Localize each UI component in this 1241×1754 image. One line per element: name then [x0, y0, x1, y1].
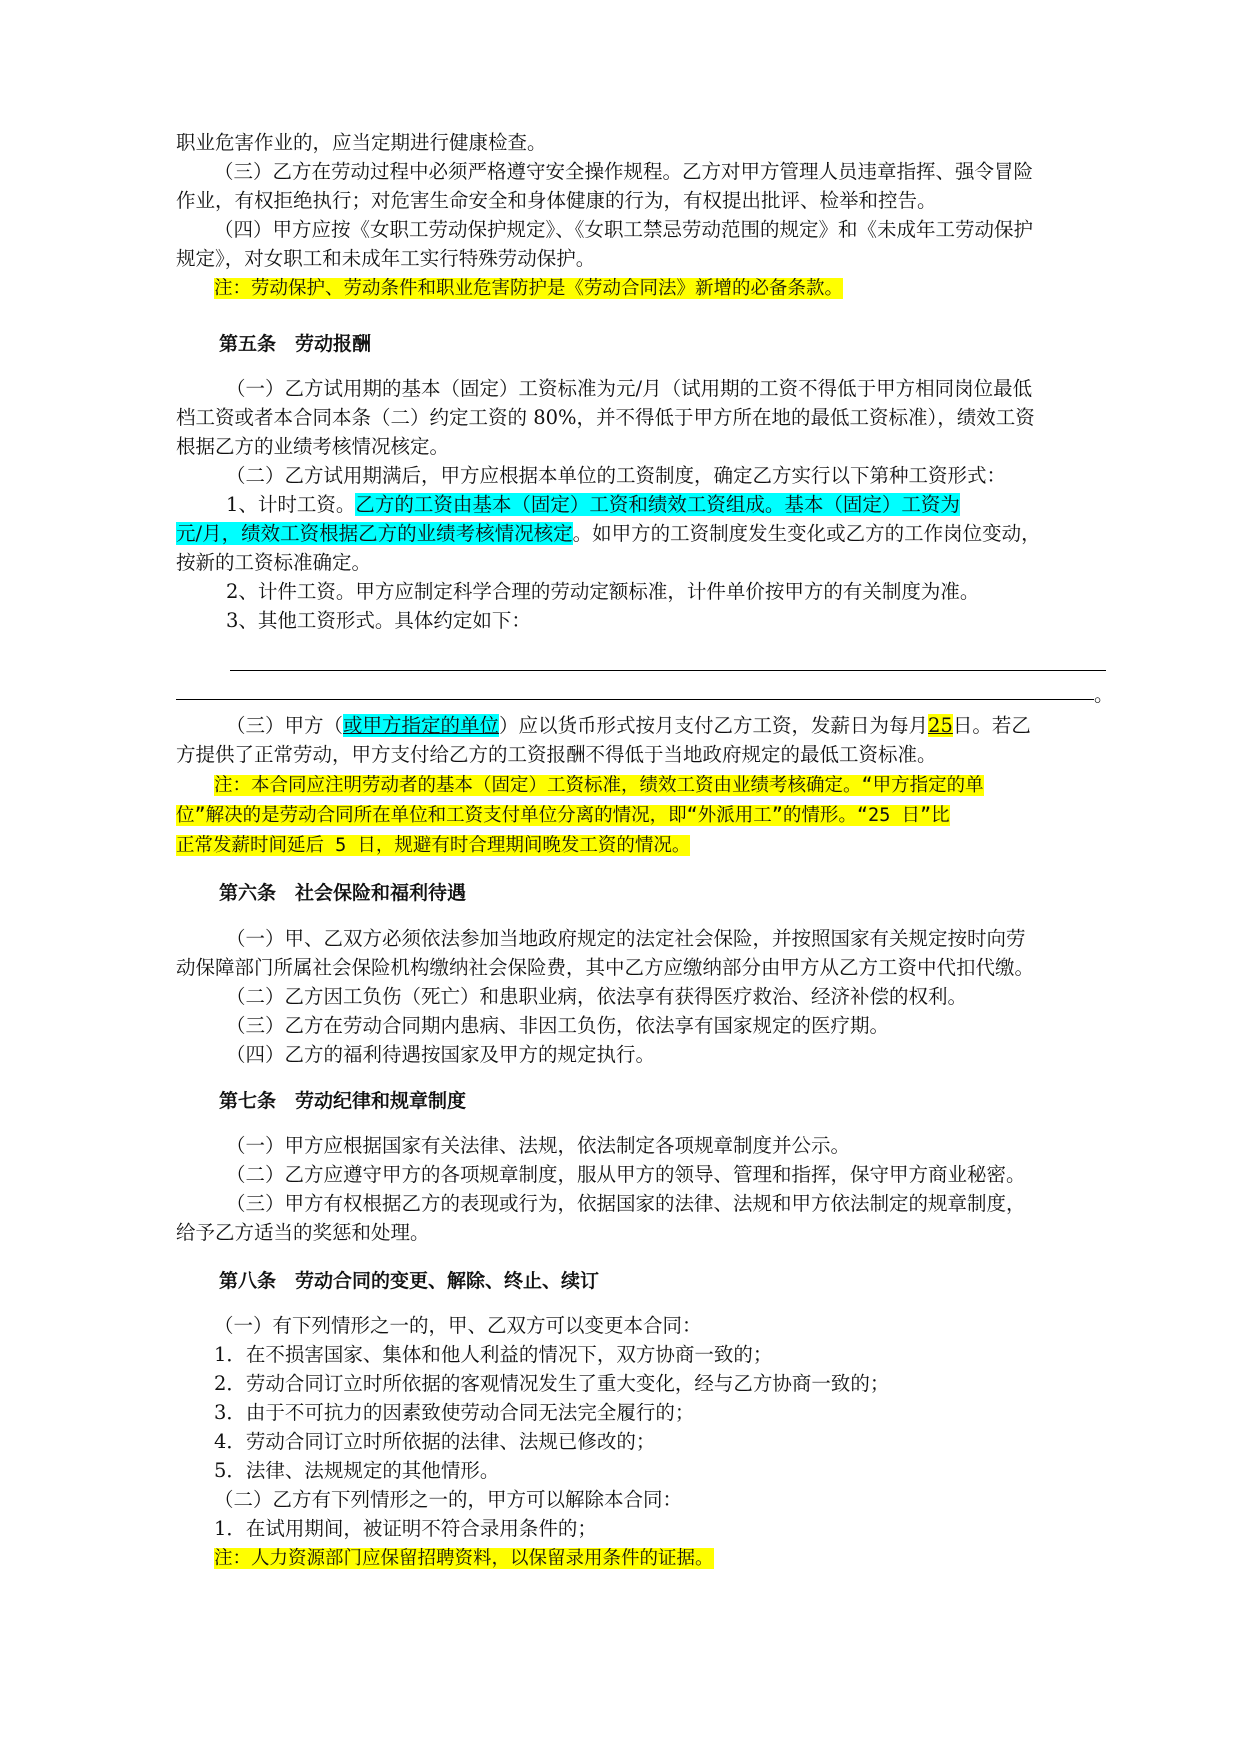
note-line [214, 770, 984, 800]
text-line: 。 [1094, 683, 1114, 706]
cyan-highlight: 或甲方指定的单位 [343, 714, 500, 737]
text-line: （一）有下列情形之一的，甲、乙双方可以变更本合同： [214, 1314, 702, 1337]
text-line: 2、计件工资。甲方应制定科学合理的劳动定额标准，计件单价按甲方的有关制度为准。 [226, 580, 980, 603]
text-line: 职业危害作业的，应当定期进行健康检查。 [176, 131, 547, 154]
note-line [214, 1543, 714, 1573]
text-line: 根据乙方的业绩考核情况核定。 [176, 435, 450, 458]
list-item: 1．在试用期间，被证明不符合录用条件的； [214, 1517, 597, 1540]
text-line: （二）乙方应遵守甲方的各项规章制度，服从甲方的领导、管理和指挥，保守甲方商业秘密。 [226, 1163, 1026, 1186]
text-line: （二）乙方因工负伤（死亡）和患职业病，依法享有获得医疗救治、经济补偿的权利。 [226, 985, 968, 1008]
text-line: 方提供了正常劳动，甲方支付给乙方的工资报酬不得低于当地政府规定的最低工资标准。 [176, 743, 937, 766]
note-line [176, 830, 690, 860]
text-span: 日。若乙 [952, 714, 1031, 737]
text-line: （三）乙方在劳动合同期内患病、非因工负伤，依法享有国家规定的医疗期。 [226, 1014, 890, 1037]
text-span: ）应以货币形式按月支付乙方工资，发薪日为每月 [499, 714, 929, 737]
text-span: 。如甲方的工资制度发生变化或乙方的工作岗位变动， [572, 522, 1041, 545]
cyan-highlight: 元/月，绩效工资根据乙方的业绩考核情况核定 [176, 522, 573, 545]
list-item: 2．劳动合同订立时所依据的客观情况发生了重大变化，经与乙方协商一致的； [214, 1372, 890, 1395]
cyan-highlight: 乙方的工资由基本（固定）工资和绩效工资组成。基本（固定）工资为 [355, 493, 960, 516]
text-line: （三）甲方有权根据乙方的表现或行为，依据国家的法律、法规和甲方依法制定的规章制度， [226, 1192, 1026, 1215]
section-heading: 第五条 劳动报酬 [219, 333, 372, 355]
section-heading: 第六条 社会保险和福利待遇 [219, 882, 467, 904]
list-item: 1．在不损害国家、集体和他人利益的情况下，双方协商一致的； [214, 1343, 773, 1366]
text-line: 档工资或者本合同本条（二）约定工资的 80%，并不得低于甲方所在地的最低工资标准），绩效工资 [176, 406, 1035, 429]
text-line [226, 490, 960, 520]
highlighted-note: 正常发薪时间延后 5 日，规避有时合理期间晚发工资的情况。 [176, 835, 691, 856]
text-line: （一）甲方应根据国家有关法律、法规，依法制定各项规章制度并公示。 [226, 1134, 851, 1157]
note-line [214, 273, 843, 303]
text-line: （四）甲方应按《女职工劳动保护规定》、《女职工禁忌劳动范围的规定》和《未成年工劳动保护 [214, 218, 1034, 241]
text-line: （一）甲、乙双方必须依法参加当地政府规定的法定社会保险，并按照国家有关规定按时向劳 [226, 927, 1026, 950]
blank-fill-line [176, 699, 1094, 700]
text-line: 3、其他工资形式。具体约定如下： [226, 609, 531, 632]
text-line: 按新的工资标准确定。 [176, 551, 372, 574]
text-line: 动保障部门所属社会保险机构缴纳社会保险费，其中乙方应缴纳部分由甲方从乙方工资中代扣代缴。 [176, 956, 1035, 979]
section-heading: 第七条 劳动纪律和规章制度 [219, 1090, 467, 1112]
list-item: 5．法律、法规规定的其他情形。 [214, 1459, 500, 1482]
highlighted-note: 注：人力资源部门应保留招聘资料，以保留录用条件的证据。 [214, 1548, 714, 1569]
note-line [176, 800, 950, 830]
payday-value: 25 [928, 714, 953, 737]
blank-fill-line [230, 670, 1106, 671]
text-line: （二）乙方试用期满后，甲方应根据本单位的工资制度，确定乙方实行以下第种工资形式： [226, 464, 1007, 487]
text-line [226, 711, 1031, 741]
text-line: 作业，有权拒绝执行；对危害生命安全和身体健康的行为，有权提出批评、检举和控告。 [176, 189, 937, 212]
highlighted-note: 注：本合同应注明劳动者的基本（固定）工资标准，绩效工资由业绩考核确定。“甲方指定的单 [214, 775, 984, 796]
text-line: （二）乙方有下列情形之一的，甲方可以解除本合同： [214, 1488, 683, 1511]
section-heading: 第八条 劳动合同的变更、解除、终止、续订 [219, 1270, 600, 1292]
highlighted-note: 注：劳动保护、劳动条件和职业危害防护是《劳动合同法》新增的必备条款。 [214, 278, 844, 299]
text-line: 给予乙方适当的奖惩和处理。 [176, 1221, 430, 1244]
text-line: （四）乙方的福利待遇按国家及甲方的规定执行。 [226, 1043, 656, 1066]
text-line: （三）乙方在劳动过程中必须严格遵守安全操作规程。乙方对甲方管理人员违章指挥、强令冒险 [214, 160, 1034, 183]
highlighted-note: 位”解决的是劳动合同所在单位和工资支付单位分离的情况，即“外派用工”的情形。“25 日”比 [176, 805, 950, 826]
text-line [176, 519, 1041, 549]
text-line: （一）乙方试用期的基本（固定）工资标准为元/月（试用期的工资不得低于甲方相同岗位最低 [226, 377, 1033, 400]
text-span: 1、计时工资。 [226, 493, 356, 516]
list-item: 4．劳动合同订立时所依据的法律、法规已修改的； [214, 1430, 656, 1453]
list-item: 3．由于不可抗力的因素致使劳动合同无法完全履行的； [214, 1401, 695, 1424]
text-line: 规定》，对女职工和未成年工实行特殊劳动保护。 [176, 247, 596, 270]
text-span: （三）甲方（ [226, 714, 344, 737]
